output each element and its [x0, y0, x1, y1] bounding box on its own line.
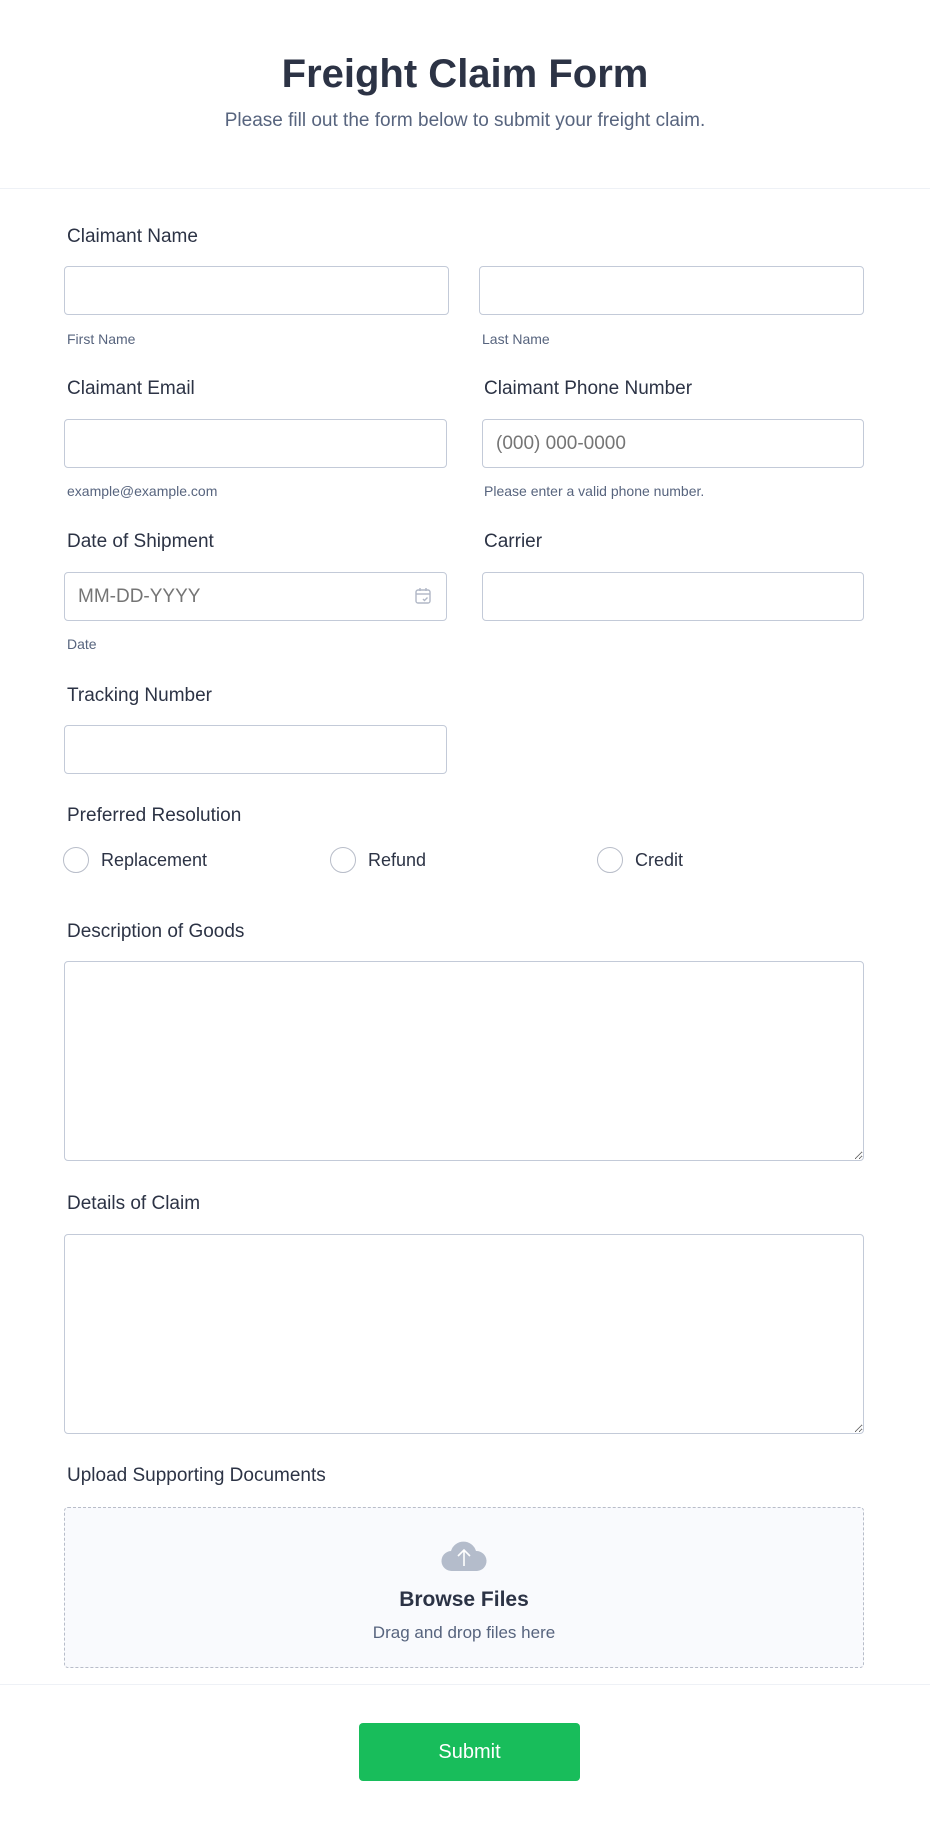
description-label: Description of Goods [67, 921, 245, 942]
radio-label: Credit [635, 849, 684, 870]
carrier-input[interactable] [482, 572, 864, 621]
first-name-input[interactable] [64, 266, 449, 315]
date-label: Date of Shipment [67, 531, 214, 552]
footer-divider [0, 1684, 930, 1685]
radio-circle[interactable] [597, 847, 623, 873]
tracking-input[interactable] [64, 725, 447, 774]
submit-button[interactable]: Submit [359, 1723, 580, 1781]
radio-circle[interactable] [330, 847, 356, 873]
last-name-sublabel: Last Name [482, 331, 550, 347]
phone-sublabel: Please enter a valid phone number. [484, 483, 705, 499]
browse-files-link[interactable]: Browse Files [399, 1588, 529, 1611]
date-sublabel: Date [67, 636, 97, 652]
radio-label: Refund [368, 849, 427, 870]
email-input[interactable] [64, 419, 447, 468]
details-textarea[interactable] [64, 1234, 864, 1434]
first-name-sublabel: First Name [67, 331, 136, 347]
email-label: Claimant Email [67, 378, 195, 399]
header-divider [0, 188, 930, 189]
calendar-icon[interactable] [414, 587, 432, 605]
drag-drop-hint: Drag and drop files here [372, 1623, 556, 1642]
form-subtitle: Please fill out the form below to submit your freight claim. [224, 110, 706, 131]
resolution-label: Preferred Resolution [67, 805, 242, 826]
radio-refund[interactable] [330, 847, 426, 873]
cloud-upload-icon [440, 1538, 488, 1572]
tracking-label: Tracking Number [67, 685, 213, 706]
carrier-label: Carrier [484, 531, 543, 552]
file-dropzone[interactable] [64, 1507, 864, 1668]
upload-label: Upload Supporting Documents [67, 1465, 326, 1486]
phone-label: Claimant Phone Number [484, 378, 693, 399]
description-textarea[interactable] [64, 961, 864, 1161]
email-sublabel: example@example.com [67, 483, 218, 499]
radio-replacement[interactable] [63, 847, 207, 873]
radio-circle[interactable] [63, 847, 89, 873]
last-name-input[interactable] [479, 266, 864, 315]
claimant-name-label: Claimant Name [67, 226, 198, 247]
radio-label: Replacement [101, 849, 208, 870]
details-label: Details of Claim [67, 1193, 201, 1214]
date-input[interactable] [64, 572, 447, 621]
phone-input[interactable] [482, 419, 864, 468]
radio-credit[interactable] [597, 847, 683, 873]
form-title: Freight Claim Form [281, 52, 649, 96]
